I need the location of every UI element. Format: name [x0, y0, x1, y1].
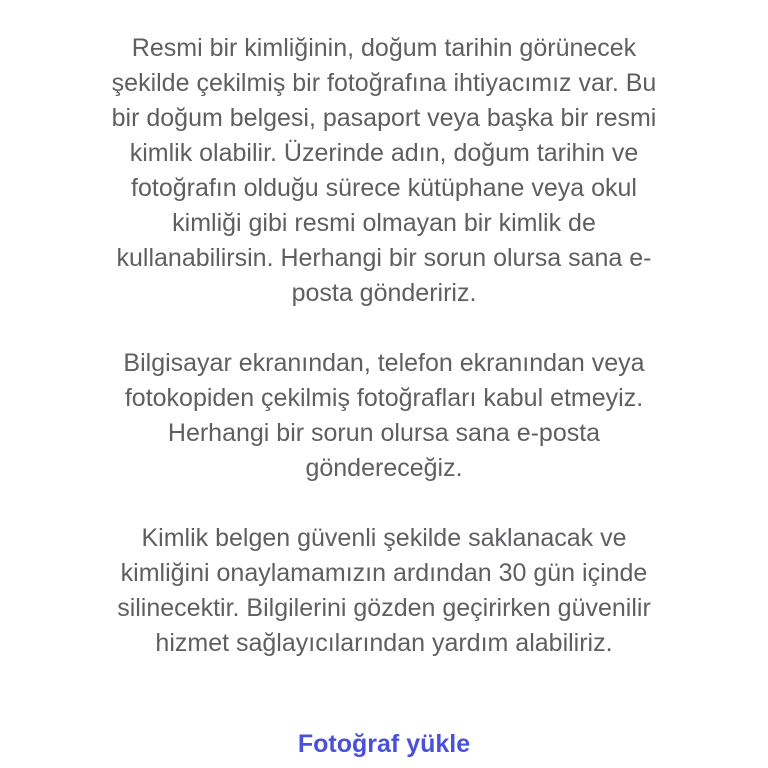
upload-photo-button[interactable]: Fotoğraf yükle	[234, 722, 534, 766]
paragraph-line: fotokopiden çekilmiş fotoğrafları kabul etmeyiz.	[124, 384, 644, 412]
photo-restrictions-paragraph	[60, 346, 708, 486]
paragraph-line: Herhangi bir sorun olursa sana e-posta	[167, 419, 601, 447]
paragraph-line: hizmet sağlayıcılarından yardım alabiliriz.	[155, 629, 613, 657]
paragraph-line: Bilgisayar ekranından, telefon ekranından veya	[123, 349, 645, 377]
paragraph-line: kullanabilirsin. Herhangi bir sorun olursa sana e-	[116, 244, 652, 272]
paragraph-line: fotoğrafın olduğu sürece kütüphane veya okul	[131, 174, 637, 202]
paragraph-line: kimliği gibi resmi olmayan bir kimlik de	[172, 209, 596, 237]
paragraph-line: şekilde çekilmiş bir fotoğrafına ihtiyacımız var. Bu	[111, 69, 657, 97]
paragraph-line: kimlik olabilir. Üzerinde adın, doğum tarihin ve	[129, 139, 639, 167]
paragraph-line: Kimlik belgen güvenli şekilde saklanacak ve	[141, 524, 627, 552]
instructions-text	[60, 31, 708, 661]
id-requirements-paragraph	[60, 31, 708, 311]
data-retention-paragraph	[60, 521, 708, 661]
paragraph-line: göndereceğiz.	[305, 454, 463, 482]
paragraph-line: silinecektir. Bilgilerini gözden geçirirken güvenilir	[117, 594, 651, 622]
paragraph-line: bir doğum belgesi, pasaport veya başka bir resmi	[111, 104, 657, 132]
paragraph-line: posta göndeririz.	[291, 279, 477, 307]
paragraph-line: Resmi bir kimliğinin, doğum tarihin görünecek	[131, 34, 637, 62]
paragraph-line: kimliğini onaylamamızın ardından 30 gün içinde	[120, 559, 648, 587]
